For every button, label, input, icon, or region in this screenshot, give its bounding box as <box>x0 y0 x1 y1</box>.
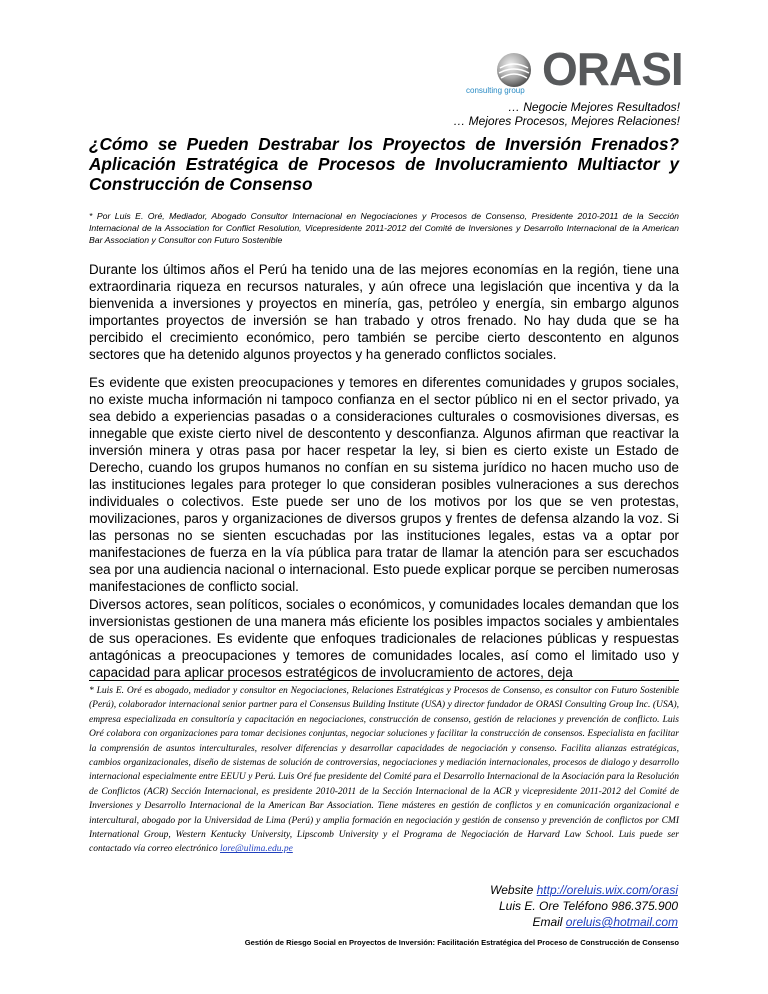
paragraph-1: Durante los últimos años el Perú ha tenido una de las mejores economías en la región, tiene una extraordinaria riqueza en recursos naturales, y aún ofrece una legislación que incentiva y da la bienvenida a inversiones y proyectos en minería, gas, petróleo y energía, sin embargo algunos importantes proyectos de inversión se han trabado y otros frenado. No hay duda que se ha percibido el crecimiento económico, pero también se percibe cierto descontento en algunos sectores que ha detenido algunos proyectos y ha generado conflictos sociales. <box>89 262 679 362</box>
paragraph-2: Es evidente que existen preocupaciones y temores en diferentes comunidades y grupos sociales, no existe mucha información ni tampoco confianza en el sector público ni en el sector privado, ya sea debido a experiencias pasadas o a consideraciones culturales o cosmovisiones diversas, es innegable que existe cierto nivel de descontento y desconfianza. Algunos afirman que reactivar la inversión minera y otras pasa por hacer respetar la ley, si bien es cierto existe un Estado de Derecho, cuando los grupos humanos no confían en su sistema jurídico no hacen mucho uso de las instituciones legales para proteger lo que consideran posibles vulneraciones a sus derechos individuales o colectivos. Este puede ser uno de los motivos por los que se ven protestas, movilizaciones, paros y organizaciones de diversos grupos y frentes de defensa alzando la voz. Si las personas no se sienten escuchadas por las instituciones legales, estas va a optar por manifestaciones de fuerza en la vía pública para tratar de llamar la atención para ser escuchados sea por una audiencia nacional o internacional. Esto puede explicar porque se perciben numerosas manifestaciones de conflicto social. <box>89 375 679 594</box>
tagline-line-1: … Negocie Mejores Resultados! <box>507 100 680 114</box>
author-byline: * Por Luis E. Oré, Mediador, Abogado Consultor Internacional en Negociaciones y Procesos de Consenso, Presidente 2010-2011 de la Sección Internacional de la Association for Conflict Resolution, Vicepresidente 2011-2012 del Comité de Inversiones y Desarrollo Internacional de la American Bar Association y Consultor con Futuro Sostenible <box>89 211 679 245</box>
contact-email <box>358 914 678 930</box>
paragraph-3: Diversos actores, sean políticos, sociales o económicos, y comunidades locales demandan que los inversionistas gestionen de una manera más eficiente los posibles impactos sociales y ambientales de sus operaciones. Es evidente que enfoques tradicionales de relaciones públicas y respuestas antagónicas a preocupaciones y temores de comunidades locales, así como el limitado uso y capacidad para aplicar procesos estratégicos de involucramiento de actores, deja <box>89 597 679 680</box>
globe-icon <box>494 50 534 90</box>
email-label: Email <box>532 915 566 929</box>
orasi-logo <box>466 43 683 100</box>
contact-phone: Luis E. Ore Teléfono 986.375.900 <box>498 899 678 913</box>
page-footer: Gestión de Riesgo Social en Proyectos de Inversión: Facilitación Estratégica del Proceso de Construcción de Consenso <box>244 938 679 947</box>
footnote-email-link[interactable]: lore@ulima.edu.pe <box>220 844 293 855</box>
contact-website <box>358 882 678 898</box>
tagline-line-2: … Mejores Procesos, Mejores Relaciones! <box>453 114 680 128</box>
document-title: ¿Cómo se Pueden Destrabar los Proyectos de Inversión Frenados? Aplicación Estratégica de Procesos de Involucramiento Multiactor y Construcción de Consenso <box>89 134 679 194</box>
footnote-divider <box>89 680 679 681</box>
website-label: Website <box>490 883 537 897</box>
logo-subtitle: consulting group <box>466 86 525 95</box>
footnote-text: * Luis E. Oré es abogado, mediador y consultor en Negociaciones, Relaciones Estratégicas y Procesos de Consenso, es consultor con Futuro Sostenible (Perú), colaborador internacional senior partner para el Consensus Building Institute (USA) y director fundador de ORASI Consulting Group Inc. (USA), empresa especializada en consultoría y capacitación en negociaciones, construcción de consenso, gestión de relaciones y prevención de conflicto. Luis Oré colabora con organizaciones para tomar decisiones conjuntas, negociar soluciones y facilitar la construcción de consensos. Especialista en facilitar la comprensión de asuntos interculturales, resolver diferencias y desarrollar capacidades de negociación y consenso. Facilita alianzas estratégicas, cambios organizacionales, diseño de sistemas de solución de controversias, negociaciones y mediación internacionales, procesos de dialogo y desarrollo internacional especialmente entre EEUU y Perú. Luis Oré fue presidente del Comité para el Desarrollo Internacional de la Asociación para la Resolución de Conflictos (ACR) Sección Internacional, es presidente 2010-2011 de la Sección Internacional de la ACR y vicepresidente 2011-2012 del Comité de Inversiones y Desarrollo Internacional de la American Bar Association. Tiene másteres en gestión de conflictos y en comunicación organizacional e intercultural, abogado por la Universidad de Lima (Perú) y amplia formación en negociación y gestión de consenso y prevención de conflictos por CMI International Group, Western Kentucky University, Lipscomb University y el Programa de Negociación de Harvard Law School. Luis puede ser contactado vía correo electrónico <box>89 686 679 855</box>
author-footnote <box>89 684 679 857</box>
website-link[interactable]: http://oreluis.wix.com/orasi <box>536 883 678 897</box>
email-link[interactable]: oreluis@hotmail.com <box>565 915 678 929</box>
logo-wordmark: ORASI <box>542 43 683 95</box>
